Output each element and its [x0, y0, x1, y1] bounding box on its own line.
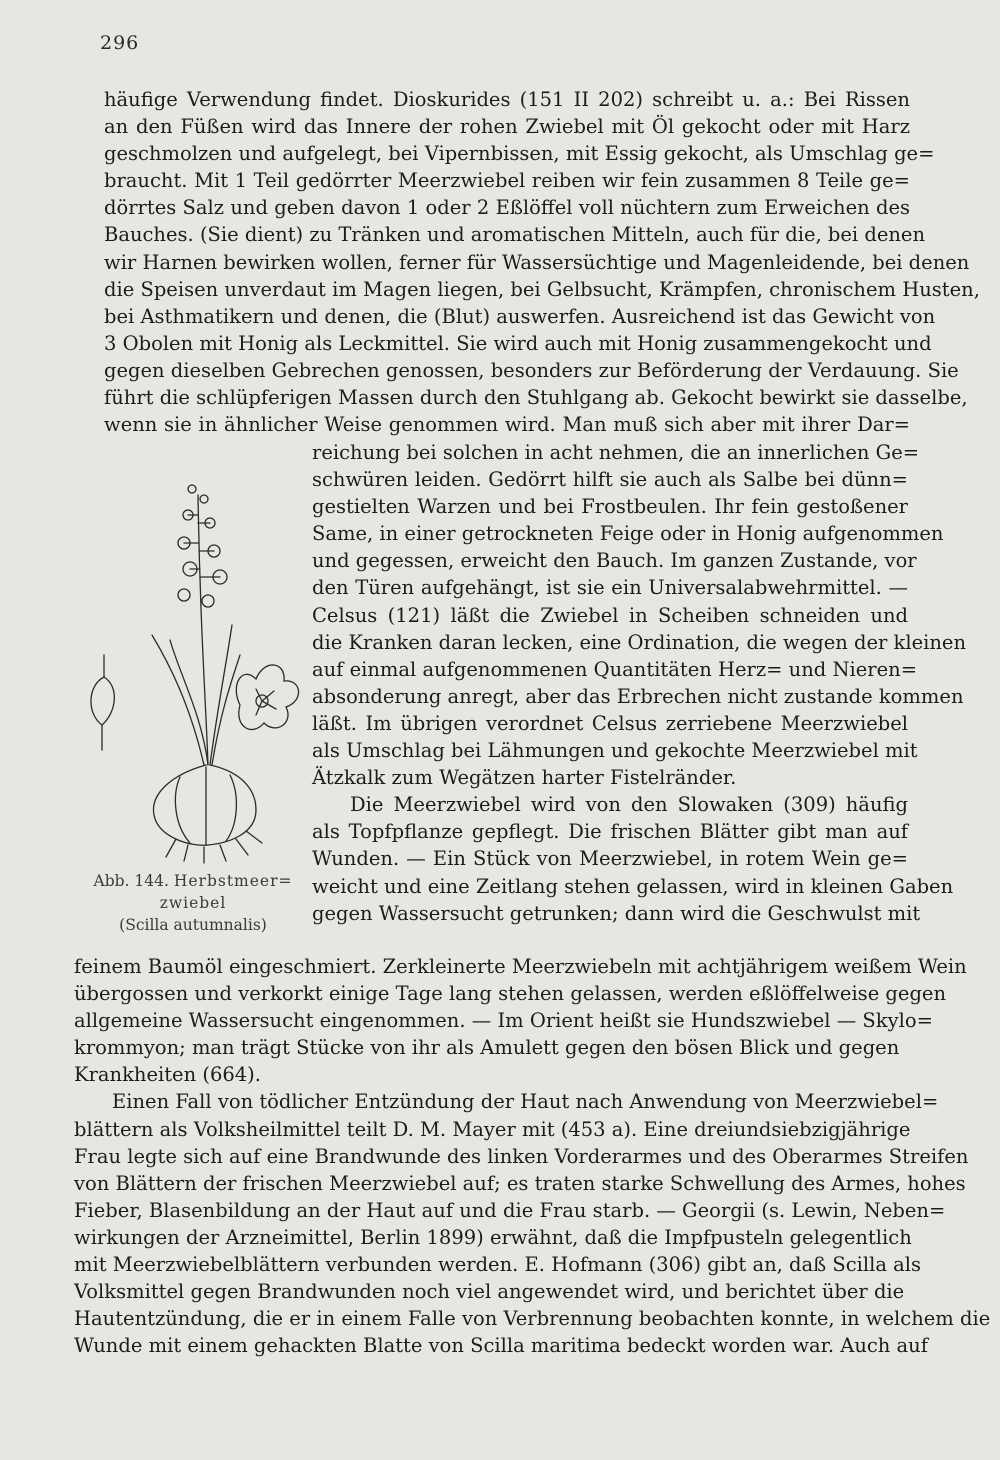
text-line: gegen dieselben Gebrechen genossen, besonders zur Beförderung der Verdauung. Sie — [104, 358, 959, 382]
text-line: bei Asthmatikern und denen, die (Blut) auswerfen. Ausreichend ist das Gewicht von — [104, 304, 936, 328]
text-line: Krankheiten (664). — [74, 1063, 261, 1087]
text-line: wenn sie in ähnlicher Weise genommen wird. Man muß sich aber mit ihrer Dar= — [104, 413, 910, 437]
text-line: weicht und eine Zeitlang stehen gelassen, wird in kleinen Gaben — [312, 874, 954, 898]
text-line: wirkungen der Arzneimittel, Berlin 1899) erwähnt, daß die Impfpusteln gelegentlich — [74, 1225, 912, 1249]
figure-title-cont: zwiebel — [159, 894, 227, 912]
text-line: feinem Baumöl eingeschmiert. Zerkleinerte Meerzwiebeln mit achtjährigem weißem Wein — [74, 955, 967, 978]
text-line: als Topfpflanze gepflegt. Die frischen Blätter gibt man auf — [312, 820, 908, 844]
text-line: Die Meerzwiebel wird von den Slowaken (309) häufig — [350, 793, 908, 817]
text-line: dörrtes Salz und geben davon 1 oder 2 Eßlöffel voll nüchtern zum Erweichen des — [104, 196, 910, 220]
figure-caption-line — [78, 870, 308, 892]
figure-number: Abb. 144. — [93, 872, 169, 890]
text-line: den Türen aufgehängt, ist sie ein Universalabwehrmittel. — — [312, 576, 908, 600]
text-line: geschmolzen und aufgelegt, bei Vipernbissen, mit Essig gekocht, als Umschlag ge= — [104, 142, 935, 166]
text-line: Ätzkalk zum Wegätzen harter Fistelränder. — [312, 766, 737, 790]
text-line: Wunde mit einem gehackten Blatte von Scilla maritima bedeckt worden war. Auch auf — [74, 1334, 928, 1358]
text-line: blättern als Volksheilmittel teilt D. M. Mayer mit (453 a). Eine dreiundsiebzigjährige — [74, 1117, 911, 1141]
text-line: Volksmittel gegen Brandwunden noch viel angewendet wird, und berichtet über die — [74, 1280, 905, 1304]
text-line: und gegessen, erweicht den Bauch. Im ganzen Zustande, vor — [312, 549, 917, 573]
text-line: mit Meerzwiebelblättern verbunden werden. E. Hofmann (306) gibt an, daß Scilla als — [74, 1253, 922, 1277]
text-line: häufige Verwendung findet. Dioskurides (151 II 202) schreibt u. a.: Bei Rissen — [104, 88, 910, 111]
plant-illustration — [80, 465, 302, 935]
text-line: Fieber, Blasenbildung an der Haut auf und die Frau starb. — Georgii (s. Lewin, Neben= — [74, 1198, 946, 1222]
text-line: Bauches. (Sie dient) zu Tränken und aromatischen Mitteln, auch für die, bei denen — [104, 223, 926, 247]
page-number: 296 — [100, 32, 140, 54]
text-line: wir Harnen bewirken wollen, ferner für Wassersüchtige und Magenleidende, bei denen — [104, 250, 970, 274]
text-line: Frau legte sich auf eine Brandwunde des linken Vorderarmes und des Oberarmes Streifen — [74, 1144, 969, 1168]
text-line: reichung bei solchen in acht nehmen, die an innerlichen Ge= — [312, 441, 920, 464]
text-line: die Kranken daran lecken, eine Ordination, die wegen der kleinen — [312, 630, 967, 654]
figure-title: Herbstmeer= — [173, 872, 293, 890]
text-line: läßt. Im übrigen verordnet Celsus zerriebene Meerzwiebel — [312, 711, 908, 735]
text-block-beside-figure — [312, 439, 967, 927]
scilla-autumnalis-drawing — [80, 465, 302, 865]
text-line: schwüren leiden. Gedörrt hilft sie auch als Salbe bei dünn= — [312, 468, 908, 492]
text-line: die Speisen unverdaut im Magen liegen, bei Gelbsucht, Krämpfen, chronischem Husten, — [104, 277, 980, 301]
text-line: an den Füßen wird das Innere der rohen Zwiebel mit Öl gekocht oder mit Harz — [104, 115, 910, 139]
text-line: gestielten Warzen und bei Frostbeulen. Ihr fein gestoßener — [312, 495, 908, 519]
text-line: krommyon; man trägt Stücke von ihr als Amulett gegen den bösen Blick und gegen — [74, 1036, 900, 1060]
text-line: allgemeine Wassersucht eingenommen. — Im Orient heißt sie Hundszwiebel — Skylo= — [74, 1009, 933, 1033]
text-block-bottom — [74, 953, 991, 1359]
text-line: Wunden. — Ein Stück von Meerzwiebel, in rotem Wein ge= — [312, 847, 908, 871]
text-line: von Blättern der frischen Meerzwiebel auf; es traten starke Schwellung des Armes, hohes — [74, 1171, 966, 1195]
text-line: Einen Fall von tödlicher Entzündung der Haut nach Anwendung von Meerzwiebel= — [112, 1090, 939, 1114]
text-line: 3 Obolen mit Honig als Leckmittel. Sie wird auch mit Honig zusammengekocht und — [104, 331, 932, 355]
figure-caption — [78, 870, 308, 936]
text-line: Celsus (121) läßt die Zwiebel in Scheiben schneiden und — [312, 603, 908, 627]
text-line: gegen Wassersucht getrunken; dann wird die Geschwulst mit — [312, 901, 921, 925]
text-line: auf einmal aufgenommenen Quantitäten Herz= und Nieren= — [312, 657, 918, 681]
text-line: als Umschlag bei Lähmungen und gekochte Meerzwiebel mit — [312, 739, 918, 763]
figure-latin-name: (Scilla autumnalis) — [119, 916, 267, 934]
text-line: Same, in einer getrockneten Feige oder in Honig aufgenommen — [312, 522, 944, 546]
text-line: braucht. Mit 1 Teil gedörrter Meerzwiebel reiben wir fein zusammen 8 Teile ge= — [104, 169, 910, 193]
text-line: führt die schlüpferigen Massen durch den Stuhlgang ab. Gekocht bewirkt sie dasselbe, — [104, 386, 968, 410]
text-block-top — [104, 86, 980, 438]
text-line: absonderung anregt, aber das Erbrechen nicht zustande kommen — [312, 684, 964, 708]
text-line: übergossen und verkorkt einige Tage lang stehen gelassen, werden eßlöffelweise gegen — [74, 982, 947, 1006]
text-line: Hautentzündung, die er in einem Falle von Verbrennung beobachten konnte, in welchem die — [74, 1307, 991, 1331]
